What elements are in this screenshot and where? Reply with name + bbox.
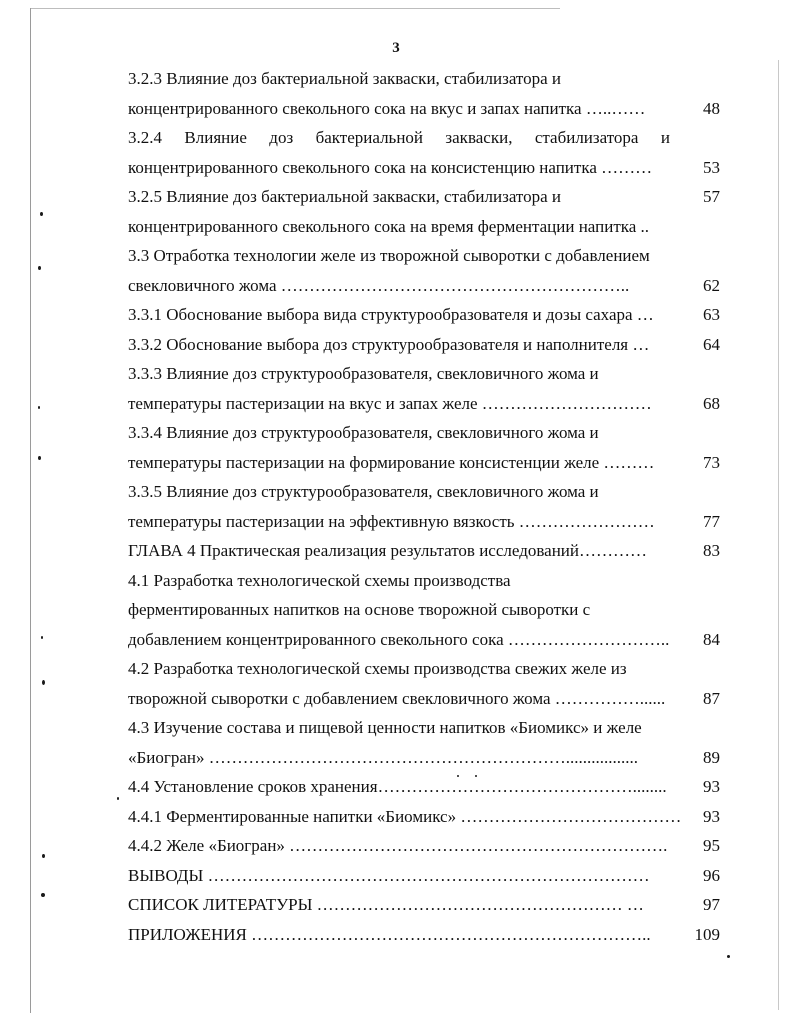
toc-entry-text: ПРИЛОЖЕНИЯ …………………………………………………………….. <box>128 924 651 944</box>
toc-entry-text: 4.4.1 Ферментированные напитки «Биомикс» ………………………………… <box>128 806 682 826</box>
toc-entry-text: температуры пастеризации на вкус и запах желе ………………………… <box>128 393 652 413</box>
scan-speck <box>457 775 459 777</box>
toc-entry <box>128 890 720 920</box>
toc-entry-page: 63 <box>703 305 720 324</box>
scan-speck <box>117 797 119 800</box>
toc-entry-page: 77 <box>703 511 720 531</box>
toc-entry <box>128 831 720 861</box>
toc-entry <box>128 153 720 183</box>
toc-entry-text: концентрированного свекольного сока на консистенцию напитка ……… <box>128 157 653 177</box>
toc-entry-text: концентрированного свекольного сока на время ферментации напитка .. <box>128 216 650 236</box>
toc-entry-text: 4.4 Установление сроков хранения………………………………………........ <box>128 777 667 796</box>
toc-entry-page: 73 <box>703 452 720 472</box>
toc-entry <box>128 802 720 832</box>
scan-frame-right <box>778 60 779 1010</box>
toc-entry-page: 89 <box>703 747 720 767</box>
toc-entry-text: 3.3.2 Обоснование выбора доз структурообразователя и наполнителя … <box>128 334 650 354</box>
toc-entry <box>128 920 720 950</box>
toc-entry <box>128 566 720 596</box>
scan-speck <box>475 775 477 777</box>
toc-entry <box>128 64 720 94</box>
toc-entry <box>128 861 720 891</box>
toc-entry-page: 53 <box>703 157 720 177</box>
toc-entry-page: 109 <box>694 924 720 944</box>
toc-entry-text: «Биогран» ………………………………………………………................. <box>128 747 638 767</box>
toc-entry-text: творожной сыворотки с добавлением свекловичного жома ……………...... <box>128 688 666 708</box>
toc-entry <box>128 271 720 301</box>
toc-entry-page: 83 <box>703 541 720 560</box>
toc-entry <box>128 477 720 507</box>
toc-entry <box>128 507 720 537</box>
toc-entry-text: концентрированного свекольного сока на вкус и запах напитка …..…… <box>128 98 646 118</box>
toc-entry-page: 84 <box>703 629 720 649</box>
toc-entry-text: 4.1 Разработка технологической схемы производства <box>128 570 511 590</box>
toc-entry-page: 93 <box>703 777 720 796</box>
scan-speck <box>41 636 43 639</box>
scan-speck <box>42 680 45 685</box>
table-of-contents <box>128 64 720 949</box>
toc-entry-text: 3.3 Отработка технологии желе из творожной сыворотки с добавлением <box>128 246 650 265</box>
toc-entry-text: 3.2.4 Влияние доз бактериальной закваски, стабилизатора и <box>128 128 670 147</box>
toc-entry-text: 3.3.4 Влияние доз структурообразователя, свекловичного жома и <box>128 423 599 442</box>
toc-entry-text: 3.2.5 Влияние доз бактериальной закваски, стабилизатора и <box>128 187 562 206</box>
toc-entry <box>128 182 720 212</box>
toc-entry <box>128 743 720 773</box>
toc-entry <box>128 772 720 802</box>
toc-entry-text: 4.3 Изучение состава и пищевой ценности напитков «Биомикс» и желе <box>128 718 642 737</box>
toc-entry <box>128 713 720 743</box>
toc-entry-text: температуры пастеризации на эффективную вязкость …………………… <box>128 511 655 531</box>
toc-entry <box>128 300 720 330</box>
toc-entry-text: температуры пастеризации на формирование консистенции желе ……… <box>128 452 655 472</box>
toc-entry-page: 87 <box>703 688 720 708</box>
toc-entry <box>128 684 720 714</box>
toc-entry-text: 3.3.5 Влияние доз структурообразователя, свекловичного жома и <box>128 482 599 501</box>
scan-speck <box>38 406 40 409</box>
toc-entry <box>128 212 720 242</box>
toc-entry-text: ферментированных напитков на основе творожной сыворотки с <box>128 600 591 619</box>
scan-speck <box>38 266 41 270</box>
toc-entry-page: 68 <box>703 393 720 413</box>
scan-frame-top <box>30 8 560 9</box>
scan-speck <box>41 893 45 897</box>
toc-entry <box>128 94 720 124</box>
scan-speck <box>40 212 43 216</box>
toc-entry <box>128 418 720 448</box>
toc-entry-text: добавлением концентрированного свекольного сока ……………………….. <box>128 629 670 649</box>
toc-entry <box>128 123 720 153</box>
toc-entry-text: ВЫВОДЫ …………………………………………………………………… <box>128 865 650 885</box>
toc-entry <box>128 595 720 625</box>
toc-entry-text: 3.2.3 Влияние доз бактериальной закваски, стабилизатора и <box>128 69 562 88</box>
toc-entry-text: СПИСОК ЛИТЕРАТУРЫ ……………………………………………… … <box>128 895 644 914</box>
scan-speck <box>727 955 730 958</box>
toc-entry-page: 48 <box>703 98 720 118</box>
toc-entry-page: 62 <box>703 275 720 295</box>
scan-speck <box>38 456 41 460</box>
toc-entry-page: 96 <box>703 865 720 885</box>
toc-entry <box>128 330 720 360</box>
toc-entry-page: 95 <box>703 836 720 855</box>
toc-entry-text: 3.3.1 Обоснование выбора вида структурообразователя и дозы сахара … <box>128 305 654 324</box>
toc-entry-page: 97 <box>703 895 720 914</box>
toc-entry-text: 4.2 Разработка технологической схемы производства свежих желе из <box>128 659 627 678</box>
toc-entry-text: 3.3.3 Влияние доз структурообразователя, свекловичного жома и <box>128 364 599 383</box>
toc-entry-text: 4.4.2 Желе «Биогран» …………………………………………………………. <box>128 836 668 855</box>
toc-entry-text: ГЛАВА 4 Практическая реализация результатов исследований………… <box>128 541 647 560</box>
toc-entry-page: 57 <box>703 187 720 206</box>
toc-entry <box>128 389 720 419</box>
toc-entry <box>128 241 720 271</box>
toc-entry <box>128 448 720 478</box>
toc-entry <box>128 625 720 655</box>
scan-speck <box>42 854 45 858</box>
toc-entry-page: 64 <box>703 334 720 354</box>
page-number: 3 <box>392 40 400 56</box>
toc-entry-page: 93 <box>703 806 720 826</box>
scan-frame-left <box>30 8 31 1013</box>
toc-entry-text: свекловичного жома …………………………………………………….. <box>128 275 630 295</box>
toc-entry <box>128 359 720 389</box>
toc-entry <box>128 654 720 684</box>
toc-entry <box>128 536 720 566</box>
